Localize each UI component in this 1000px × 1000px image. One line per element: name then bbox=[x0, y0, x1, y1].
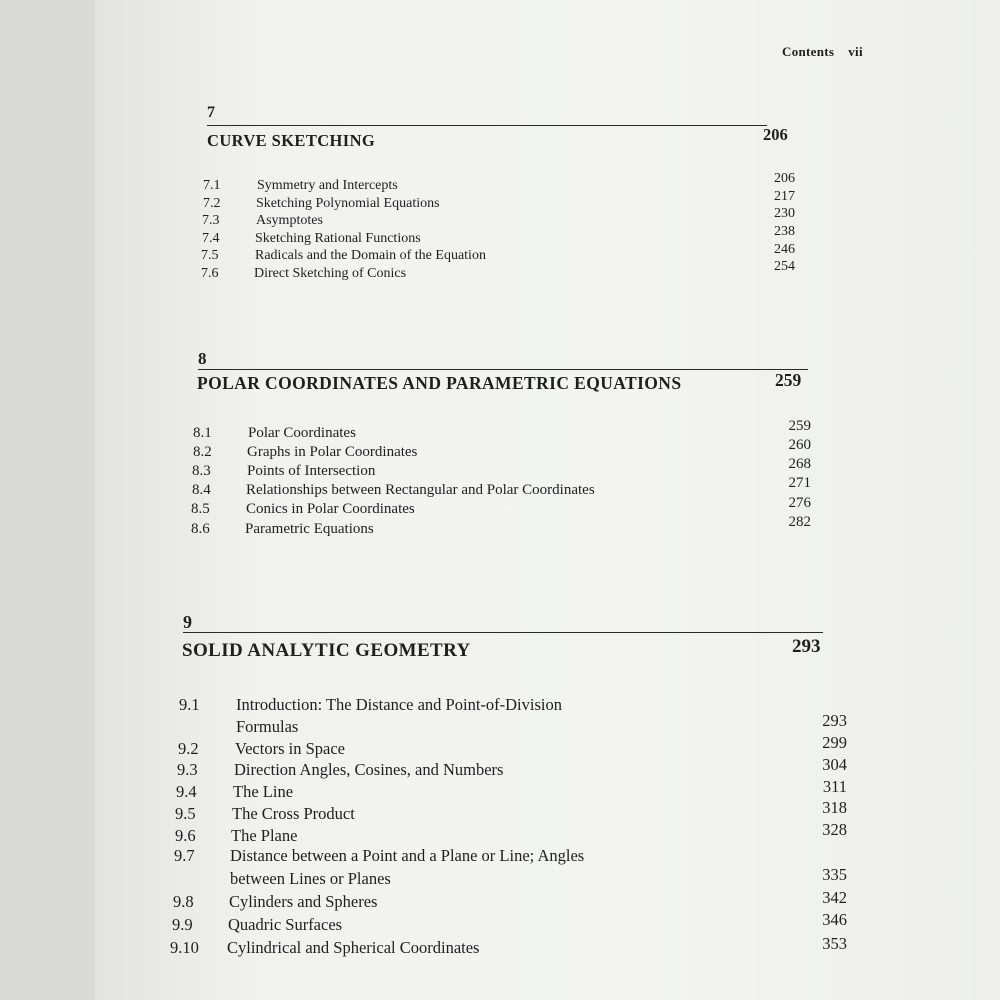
section-number: 7.3 bbox=[202, 213, 220, 228]
section-title: The Cross Product bbox=[232, 804, 355, 823]
chapter-page: 206 bbox=[763, 125, 788, 144]
section-number: 8.4 bbox=[192, 482, 211, 498]
section-title: Symmetry and Intercepts bbox=[257, 178, 398, 193]
chapter-page: 293 bbox=[792, 636, 821, 657]
section-title: Graphs in Polar Coordinates bbox=[247, 444, 418, 460]
section-title: Conics in Polar Coordinates bbox=[246, 501, 415, 517]
section-number: 8.1 bbox=[193, 425, 212, 441]
section-page: 282 bbox=[788, 514, 811, 530]
running-head-page: vii bbox=[848, 44, 863, 59]
section-page: 254 bbox=[774, 259, 795, 274]
section-page: 299 bbox=[822, 733, 847, 752]
chapter-number: 7 bbox=[207, 104, 215, 121]
chapter-title: SOLID ANALYTIC GEOMETRY bbox=[182, 640, 471, 661]
section-number: 8.5 bbox=[191, 501, 210, 517]
section-number: 7.5 bbox=[201, 248, 219, 263]
chapter-title: POLAR COORDINATES AND PARAMETRIC EQUATIONS bbox=[197, 373, 682, 393]
section-title: Polar Coordinates bbox=[248, 425, 356, 441]
section-page: 276 bbox=[788, 495, 811, 511]
chapter-number: 9 bbox=[183, 612, 192, 632]
section-title: Parametric Equations bbox=[245, 521, 374, 537]
section-title: Introduction: The Distance and Point-of-Division bbox=[236, 695, 562, 714]
section-page: 246 bbox=[774, 242, 795, 257]
section-title: The Plane bbox=[231, 826, 298, 845]
section-title: Relationships between Rectangular and Polar Coordinates bbox=[246, 482, 595, 498]
section-number: 8.3 bbox=[192, 463, 211, 479]
section-page: 311 bbox=[822, 777, 847, 796]
section-number: 9.2 bbox=[178, 739, 199, 758]
section-title-continued: Formulas bbox=[236, 717, 299, 736]
section-page: 293 bbox=[822, 711, 847, 730]
section-title: Cylindrical and Spherical Coordinates bbox=[227, 938, 480, 957]
section-number: 8.2 bbox=[193, 444, 212, 460]
section-page: 353 bbox=[822, 934, 847, 953]
section-number: 9.9 bbox=[172, 915, 193, 934]
chapter-rule bbox=[198, 369, 808, 370]
section-page: 342 bbox=[822, 888, 847, 907]
section-page: 217 bbox=[774, 189, 795, 204]
section-page: 206 bbox=[774, 171, 795, 186]
section-number: 9.8 bbox=[173, 892, 194, 911]
section-title: Radicals and the Domain of the Equation bbox=[255, 248, 486, 263]
section-title: Asymptotes bbox=[256, 213, 323, 228]
section-page: 271 bbox=[788, 475, 811, 491]
section-title: Sketching Polynomial Equations bbox=[256, 196, 440, 211]
section-page: 304 bbox=[822, 755, 847, 774]
section-title: Points of Intersection bbox=[247, 463, 376, 479]
running-head-label: Contents bbox=[782, 44, 835, 59]
section-number: 7.2 bbox=[203, 196, 221, 211]
section-number: 7.1 bbox=[203, 178, 221, 193]
section-title: Quadric Surfaces bbox=[228, 915, 343, 934]
section-page: 346 bbox=[822, 910, 847, 929]
section-number: 9.10 bbox=[170, 938, 199, 957]
chapter-title: CURVE SKETCHING bbox=[207, 131, 376, 150]
chapter-rule bbox=[207, 125, 767, 126]
section-number: 8.6 bbox=[191, 521, 210, 537]
section-page: 328 bbox=[822, 820, 847, 839]
section-title: Cylinders and Spheres bbox=[229, 892, 378, 911]
chapter-rule bbox=[183, 632, 823, 633]
section-number: 9.3 bbox=[177, 760, 198, 779]
chapter-page: 259 bbox=[775, 370, 802, 390]
section-title: Direction Angles, Cosines, and Numbers bbox=[234, 760, 504, 779]
section-page: 268 bbox=[788, 456, 811, 472]
section-title-continued: between Lines or Planes bbox=[230, 869, 391, 888]
section-number: 9.6 bbox=[175, 826, 196, 845]
section-page: 335 bbox=[822, 865, 847, 884]
section-number: 7.6 bbox=[201, 266, 219, 281]
section-number: 7.4 bbox=[202, 231, 220, 246]
running-head bbox=[782, 44, 863, 60]
section-title: The Line bbox=[233, 782, 294, 801]
section-title: Vectors in Space bbox=[235, 739, 345, 758]
section-number: 9.1 bbox=[179, 695, 200, 714]
section-number: 9.7 bbox=[174, 846, 195, 865]
section-page: 260 bbox=[788, 437, 811, 453]
section-number: 9.5 bbox=[175, 804, 196, 823]
section-title: Sketching Rational Functions bbox=[255, 231, 421, 246]
section-page: 318 bbox=[822, 798, 847, 817]
section-title: Direct Sketching of Conics bbox=[254, 266, 407, 281]
section-page: 259 bbox=[788, 418, 811, 434]
section-page: 230 bbox=[774, 206, 795, 221]
book-page bbox=[95, 0, 1000, 1000]
section-title: Distance between a Point and a Plane or Line; Angles bbox=[230, 846, 585, 865]
chapter-number: 8 bbox=[198, 349, 207, 368]
section-page: 238 bbox=[774, 224, 795, 239]
section-number: 9.4 bbox=[176, 782, 197, 801]
